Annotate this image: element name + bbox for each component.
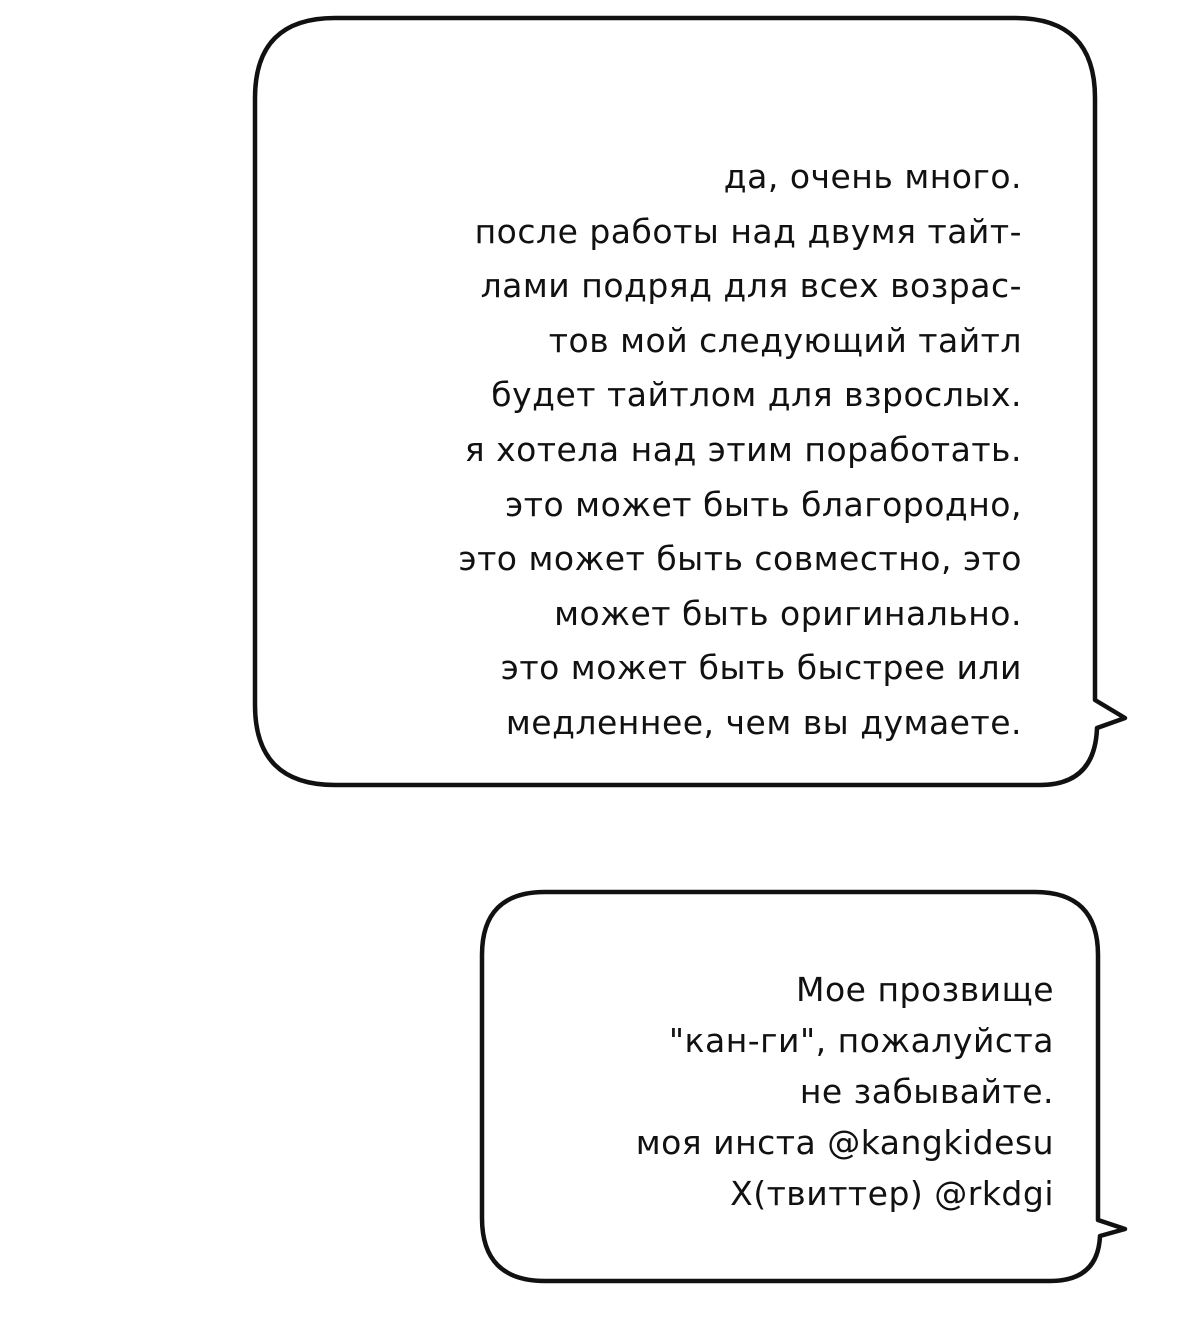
speech-bubble-2-text: Мое прозвище "кан-ги", пожалуйста не забывайте. моя инста @kangkidesu X(твиттер) @rkdgi	[635, 970, 1054, 1213]
speech-bubble-1-text: да, очень много. после работы над двумя тайт- лами подряд для всех возрас- тов мой следующий тайтл будет тайтлом для взрослых. я хотела над этим поработать. это может быть благородно, это может быть совместно, это может быть оригинально. это может быть быстрее или медленнее, чем вы думаете.	[458, 157, 1022, 742]
